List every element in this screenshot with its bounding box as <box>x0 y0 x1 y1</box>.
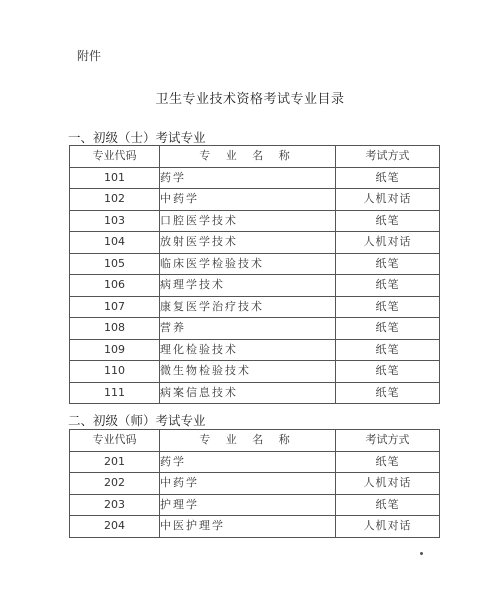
column-header-name: 专 业 名 称 <box>160 430 336 452</box>
table-row <box>70 494 440 516</box>
table-header-row <box>70 430 440 452</box>
specialty-name-cell: 理化检验技术 <box>160 339 336 361</box>
table-row <box>70 339 440 361</box>
specialty-name-cell: 微生物检验技术 <box>160 361 336 383</box>
exam-mode-cell: 纸笔 <box>336 361 440 383</box>
section-heading-junior-shi: 一、初级（士）考试专业 <box>68 130 206 145</box>
table-row <box>70 451 440 473</box>
code-cell: 104 <box>70 232 160 254</box>
exam-mode-cell: 纸笔 <box>336 451 440 473</box>
table-row <box>70 167 440 189</box>
code-cell: 204 <box>70 516 160 538</box>
specialty-name-cell: 口腔医学技术 <box>160 210 336 232</box>
code-cell: 111 <box>70 382 160 404</box>
exam-mode-cell: 纸笔 <box>336 167 440 189</box>
table-body <box>70 451 440 537</box>
exam-mode-cell: 人机对话 <box>336 516 440 538</box>
code-cell: 105 <box>70 253 160 275</box>
specialty-table-junior-shi <box>69 145 440 404</box>
section-heading-junior-shi-teacher: 二、初级（师）考试专业 <box>68 413 206 428</box>
column-header-exam-mode: 考试方式 <box>336 430 440 452</box>
code-cell: 203 <box>70 494 160 516</box>
specialty-name-cell: 营养 <box>160 318 336 340</box>
code-cell: 110 <box>70 361 160 383</box>
specialty-name-cell: 中药学 <box>160 473 336 495</box>
table-row <box>70 253 440 275</box>
specialty-name-cell: 护理学 <box>160 494 336 516</box>
column-header-name: 专 业 名 称 <box>160 146 336 168</box>
table-row <box>70 210 440 232</box>
exam-mode-cell: 纸笔 <box>336 296 440 318</box>
exam-mode-cell: 人机对话 <box>336 473 440 495</box>
column-header-code: 专业代码 <box>70 430 160 452</box>
exam-mode-cell: 人机对话 <box>336 189 440 211</box>
code-cell: 201 <box>70 451 160 473</box>
code-cell: 102 <box>70 189 160 211</box>
table-row <box>70 189 440 211</box>
code-cell: 103 <box>70 210 160 232</box>
scan-speck <box>420 552 423 555</box>
code-cell: 107 <box>70 296 160 318</box>
exam-mode-cell: 人机对话 <box>336 232 440 254</box>
column-header-exam-mode: 考试方式 <box>336 146 440 168</box>
table-row <box>70 296 440 318</box>
table-row <box>70 473 440 495</box>
code-cell: 108 <box>70 318 160 340</box>
table-body <box>70 167 440 404</box>
exam-mode-cell: 纸笔 <box>336 253 440 275</box>
specialty-table-junior-teacher <box>69 429 440 538</box>
specialty-name-cell: 康复医学治疗技术 <box>160 296 336 318</box>
exam-mode-cell: 纸笔 <box>336 382 440 404</box>
code-cell: 106 <box>70 275 160 297</box>
specialty-name-cell: 药学 <box>160 451 336 473</box>
specialty-name-cell: 病案信息技术 <box>160 382 336 404</box>
specialty-name-cell: 中药学 <box>160 189 336 211</box>
table-row <box>70 275 440 297</box>
attachment-label: 附件 <box>77 49 102 63</box>
table-header-row <box>70 146 440 168</box>
specialty-name-cell: 中医护理学 <box>160 516 336 538</box>
exam-mode-cell: 纸笔 <box>336 318 440 340</box>
code-cell: 101 <box>70 167 160 189</box>
code-cell: 109 <box>70 339 160 361</box>
table-row <box>70 232 440 254</box>
specialty-name-cell: 病理学技术 <box>160 275 336 297</box>
code-cell: 202 <box>70 473 160 495</box>
exam-mode-cell: 纸笔 <box>336 494 440 516</box>
exam-mode-cell: 纸笔 <box>336 275 440 297</box>
document-title: 卫生专业技术资格考试专业目录 <box>155 92 345 107</box>
exam-mode-cell: 纸笔 <box>336 210 440 232</box>
table-row <box>70 516 440 538</box>
table-row <box>70 318 440 340</box>
specialty-name-cell: 放射医学技术 <box>160 232 336 254</box>
table-row <box>70 382 440 404</box>
specialty-name-cell: 药学 <box>160 167 336 189</box>
exam-mode-cell: 纸笔 <box>336 339 440 361</box>
column-header-code: 专业代码 <box>70 146 160 168</box>
specialty-name-cell: 临床医学检验技术 <box>160 253 336 275</box>
table-row <box>70 361 440 383</box>
